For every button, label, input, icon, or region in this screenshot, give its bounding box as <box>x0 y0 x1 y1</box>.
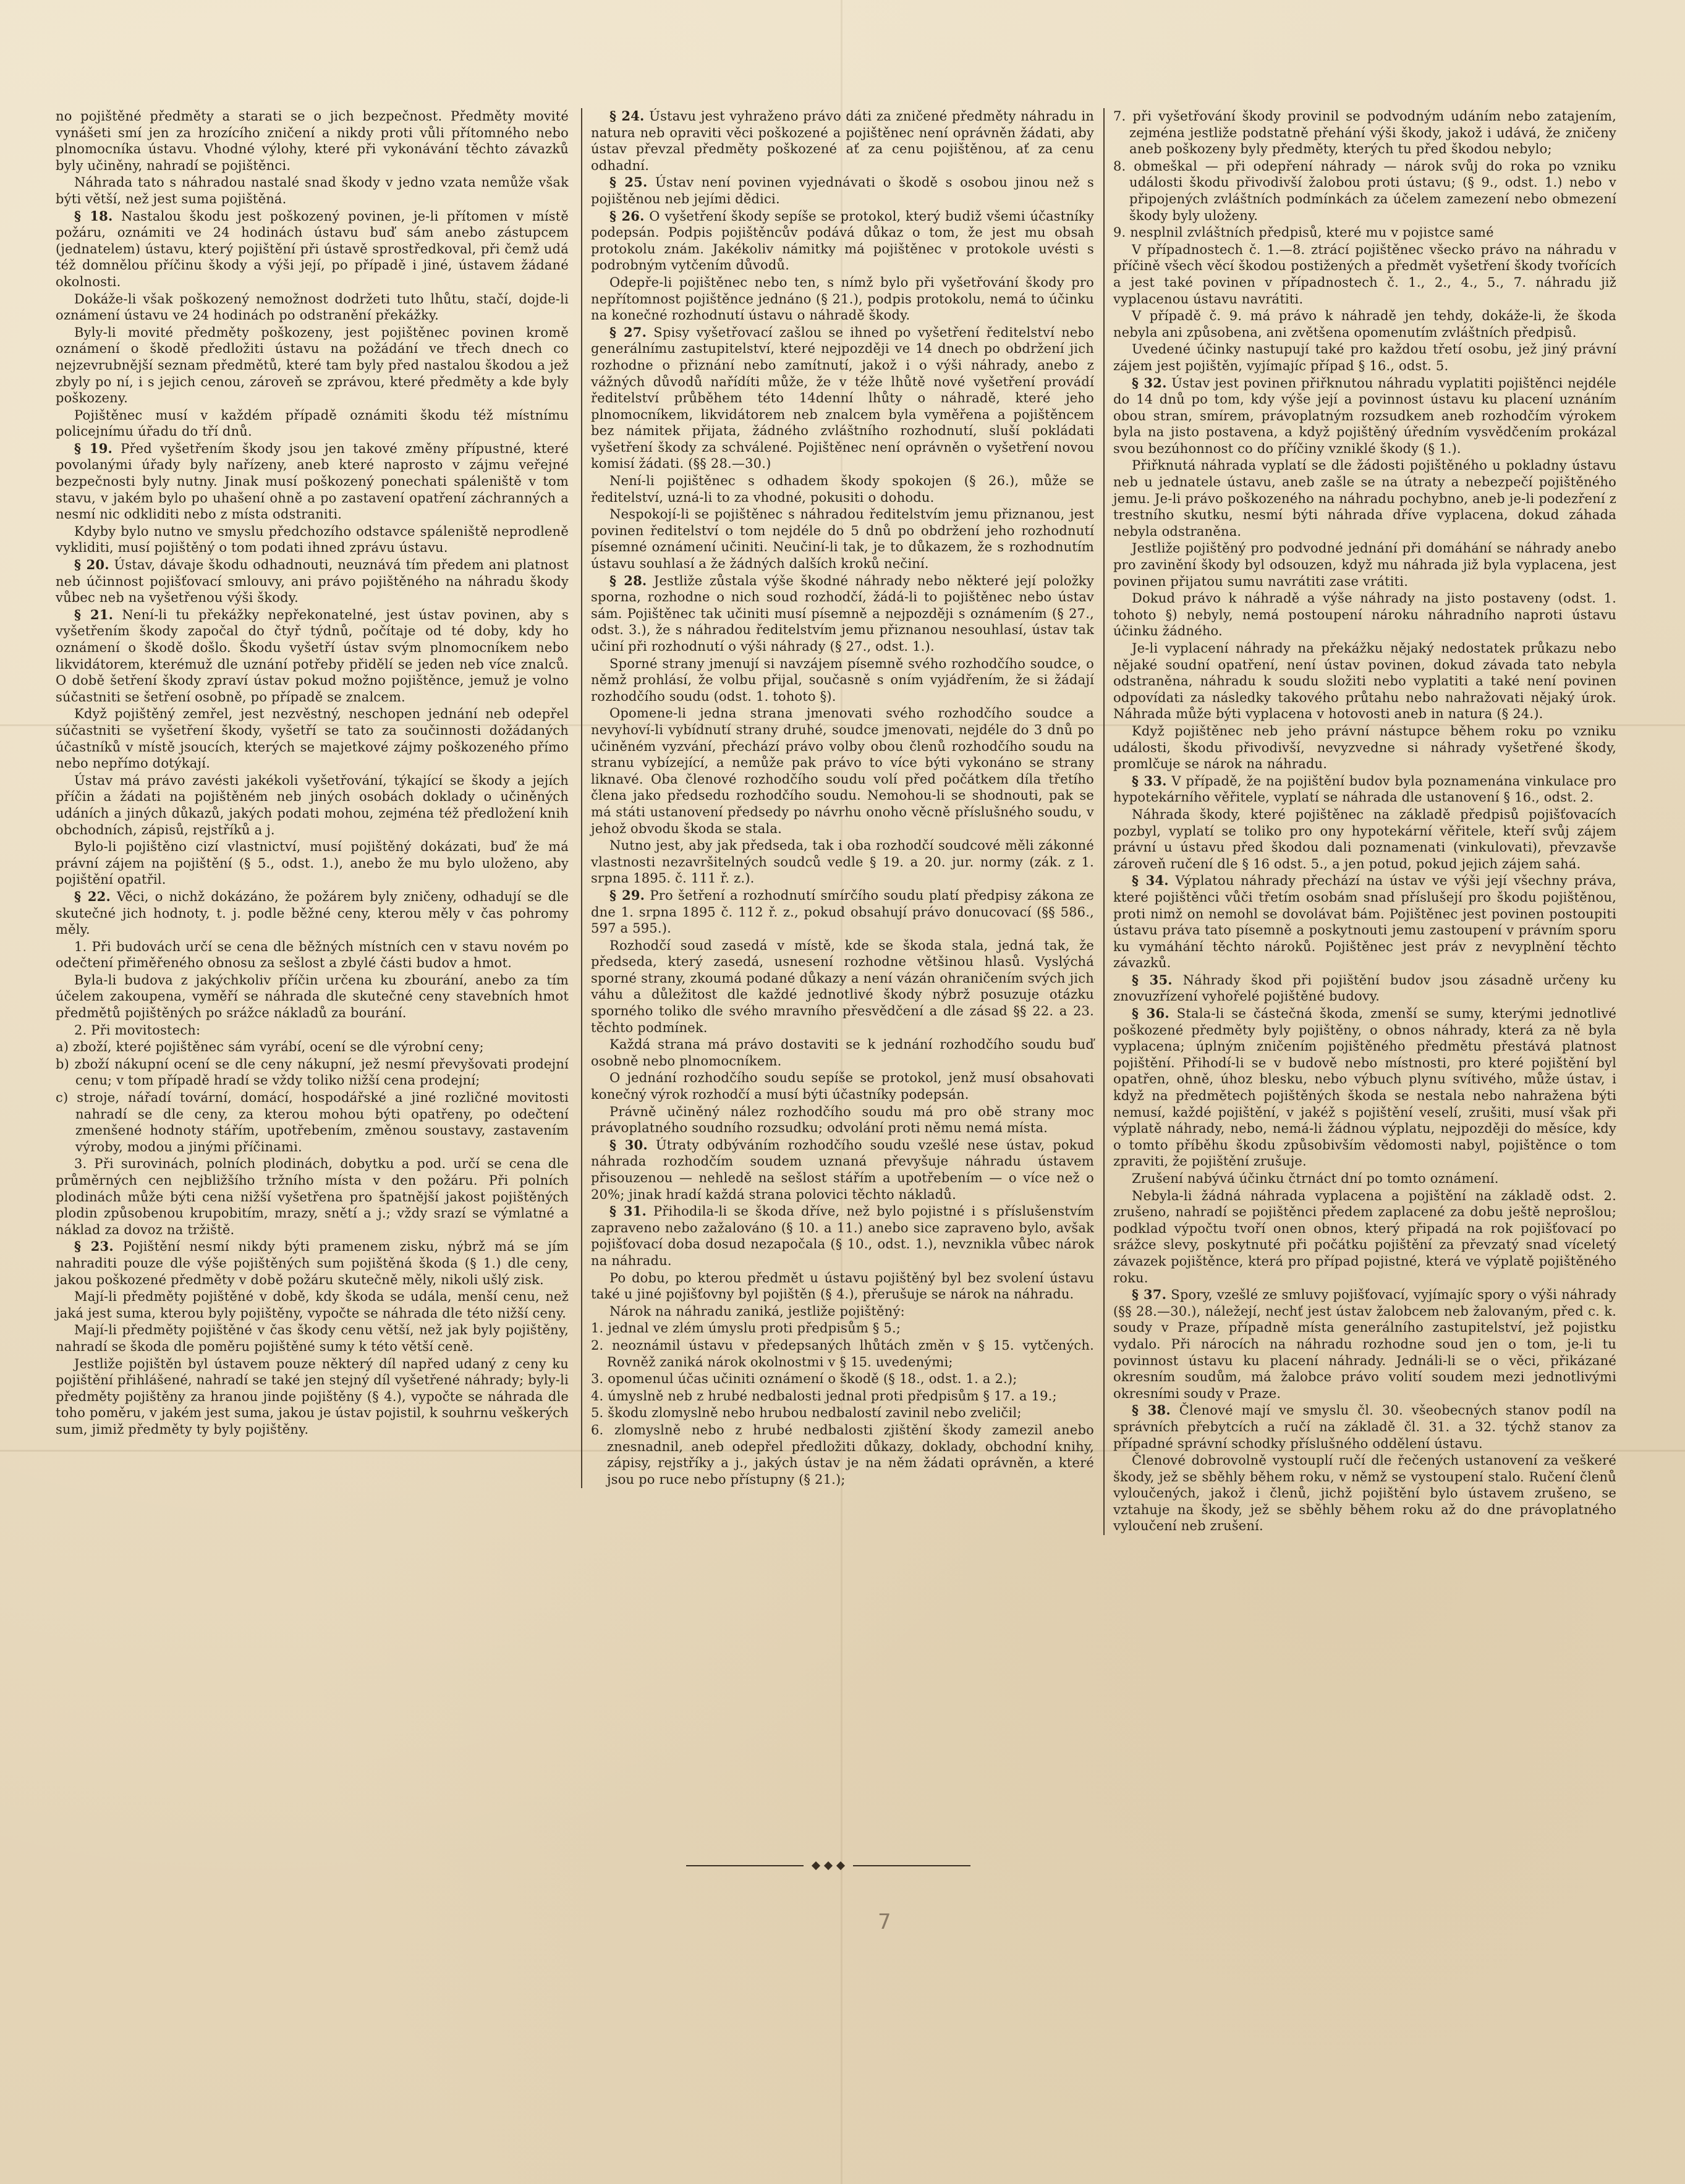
paragraph <box>591 1303 1094 1320</box>
paragraph <box>1113 341 1616 374</box>
section-number: § 18. <box>74 208 113 224</box>
paragraph <box>56 972 569 1022</box>
paragraph <box>56 324 569 407</box>
paragraph <box>591 1405 1094 1421</box>
paragraph-text: Rozhodčí soud zasedá v místě, kde se škoda stala, jedná tak, že předseda, který zasedá, usnesení rozhodne většinou hlasů. Vyslýchá sporné strany, zkoumá podané důkazy a není vázán ohraničením svých jich váhu a důležitost dle každé jednotlivé škody nýbrž posuzuje otázku sporného toliko dle svého mravního přesvědčení a dle zásad §§ 22. a 23. těchto podmínek. <box>591 938 1094 1035</box>
paragraph-text: Pojištění nesmí nikdy býti pramenem zisku, nýbrž má se jím nahraditi pouze dle výše pojištěných sum pojištěná škoda (§ 1.) dle ceny, jakou poškozené předměty v době požáru skutečně měly, nikoli ušlý zisk. <box>56 1239 569 1287</box>
paragraph <box>591 1320 1094 1337</box>
section-number: § 35. <box>1132 971 1173 988</box>
paragraph-text: Dokud právo k náhradě a výše náhrady na jisto postaveny (odst. 1. tohoto §) nebyly, nemá postoupení nároku náhradního naproti ústavu účinku žádného. <box>1113 591 1616 639</box>
text-column-right <box>1103 108 1616 1535</box>
paragraph <box>591 473 1094 506</box>
paragraph <box>591 1104 1094 1136</box>
paragraph-text: Nespokojí-li se pojištěnec s náhradou ředitelstvím jemu přiznanou, jest povinen ředitelství o tom nejdéle do 5 dnů po obdržení jeho rozhodnutí písemné oznámení učiniti. Neučiní-li tak, je to důkazem, že s rozhodnutím ústavu souhlasí a že žádných dalších kroků nečiní. <box>591 507 1094 572</box>
paragraph <box>56 706 569 771</box>
paragraph-text: Není-li pojištěnec s odhadem škody spokojen (§ 26.), může se ředitelství, uzná-li to za vhodné, pokusiti o dohodu. <box>591 473 1094 505</box>
paragraph-text: 2. neoznámil ústavu v předepsaných lhůtách změn v § 15. vytčených. Rovněž zaniká nárok okolnostmi v § 15. uvedenými; <box>591 1337 1094 1369</box>
paragraph-text: Kdyby bylo nutno ve smyslu předchozího odstavce spáleniště neprodleně vykliditi, musí pojištěný o tom podati ihned zprávu ústavu. <box>56 523 569 556</box>
paragraph-text: Ústav má právo zavésti jakékoli vyšetřování, týkající se škody a jejích příčin a žádati na pojištěném neb jiných osobách doklady o učiněných udáních a jiných důkazů, jakých podati mohou, zejména též předložení knih obchodních, zápisů, rejstříků a j. <box>56 772 569 837</box>
paragraph <box>1113 590 1616 640</box>
paragraph-text: c) stroje, nářadí tovární, domácí, hospodářské a jiné rozličné movitosti nahradí se dle ceny, za kterou mohou býti opatřeny, po odečtení zmenšené hodnoty stářím, upotřebením, změnou soustavy, zastavením výroby, modou a jinými příčinami. <box>56 1090 569 1154</box>
paragraph-text: Když pojištěný zemřel, jest nezvěstný, neschopen jednání neb odepřel súčastniti se vyšetření škody, vyšetří se tato za součinnosti dožádaných účastníků v místě jsoucích, kterých se majetkové zájmy poškozeného přímo nebo nepřímo dotýkají. <box>56 706 569 771</box>
paragraph <box>1113 108 1616 158</box>
paragraph-text: Nutno jest, aby jak předseda, tak i oba rozhodčí soudcové měli zákonné vlastnosti nezavršitelných soudců vedle § 19. a 20. jur. normy (zák. z 1. srpna 1895. č. 111 ř. z.). <box>591 838 1094 886</box>
paragraph <box>591 1422 1094 1488</box>
paragraph-text: V případě, že na pojištění budov byla poznamenána vinkulace pro hypotekárního věřitele, vyplatí se náhrada dle ustanovení § 16., odst. 2. <box>1113 773 1617 805</box>
paragraph <box>1113 540 1616 590</box>
section-number: § 24. <box>609 108 645 124</box>
paragraph-text: Jestliže pojištěný pro podvodné jednání při domáhání se náhrady anebo pro zavinění škody byl odsouzen, když mu náhrada již byla vyplacena, jest povinen přijatou sumu navrátiti zase vrátiti. <box>1113 541 1616 589</box>
paragraph-text: b) zboží nákupní ocení se dle ceny nákupní, jež nesmí převyšovati prodejní cenu; v tom případě hradí se vždy toliko nižší cena prodejní; <box>56 1056 569 1088</box>
paragraph <box>56 108 569 174</box>
paragraph <box>1113 242 1616 307</box>
paragraph <box>591 938 1094 1036</box>
paragraph <box>1113 1188 1616 1287</box>
paragraph-text: Spisy vyšetřovací zašlou se ihned po vyšetření ředitelství nebo generálnímu zastupitelství, které nejpozději ve 14 dnech po obdržení jich rozhodne o přiznání nebo zamítnutí, jakož i o výši náhrady, anebo z vážných důvodů nařídíti může, že v téže lhůtě nové vyšetření provádí ředitelství průběhem této 14denní lhůty o náhradě, které jeho plnomocníkem, likvidátorem neb znalcem byla vyměřena a pojištěncem bez námitek přijata, žádného zvláštního rozhodnutí, sluší pokládati vyšetření škody za schválené. Pojištěnec není oprávněn o vyšetření novou komisí žádati. (§§ 28.—30.) <box>591 324 1094 472</box>
paragraph <box>591 274 1094 324</box>
paragraph <box>1113 1170 1616 1187</box>
paragraph <box>1113 457 1616 540</box>
section-paragraph <box>591 174 1094 207</box>
paragraph-text: Pojištěnec musí v každém případě oznámiti škodu též místnímu policejnímu úřadu do tří dnů. <box>56 407 569 439</box>
section-paragraph <box>591 208 1094 274</box>
section-paragraph <box>56 1238 569 1288</box>
paragraph <box>1113 158 1616 224</box>
paragraph <box>56 839 569 888</box>
paragraph <box>56 1156 569 1238</box>
paragraph-text: 1. jednal ve zlém úmyslu proti předpisům § 5.; <box>591 1321 901 1336</box>
paragraph <box>1113 640 1616 722</box>
paragraph-text: O jednání rozhodčího soudu sepíše se protokol, jenž musí obsahovati konečný výrok rozhodčí a musí býti účastníky podepsán. <box>591 1070 1094 1103</box>
paragraph-text: Dokáže-li však poškozený nemožnost dodržeti tuto lhůtu, stačí, dojde-li oznámení ústavu ve 24 hodinách po odstranění překážky. <box>56 291 569 323</box>
paragraph <box>56 1022 569 1039</box>
paragraph-text: Náhrady škod při pojištění budov jsou zásadně určeny ku znovuzřízení vyhořelé pojištěné budovy. <box>1113 972 1617 1004</box>
paragraph-text: Právně učiněný nález rozhodčího soudu má pro obě strany moc právoplatného soudního rozsudku; odvolání proti němu nemá místa. <box>591 1104 1094 1136</box>
section-number: § 36. <box>1132 1005 1169 1022</box>
paragraph <box>591 705 1094 837</box>
section-number: § 37. <box>1132 1287 1167 1303</box>
paragraph-text: Bylo-li pojištěno cizí vlastnictví, musí pojištěný dokázati, buď že má právní zájem na pojištění (§ 5., odst. 1.), anebo že mu bylo uloženo, aby pojištění opatřil. <box>56 839 569 887</box>
paragraph-text: Členové dobrovolně vystouplí ručí dle řečených ustanovení za veškeré škody, jež se sběhly během roku, v němž se vystoupení stalo. Ručení členů vyloučených, jakož i členů, jichž pojištění bylo ústavem zrušeno, se vztahuje na škody, jež se sběhly během roku až do dne právoplatného vyloučení neb zrušení. <box>1113 1453 1616 1534</box>
paragraph <box>56 939 569 971</box>
paragraph-text: Stala-li se částečná škoda, zmenší se sumy, kterými jednotlivé poškozené předměty byly pojištěny, o obnos náhrady, která za ně byla vyplacena; úplným zničením pojištěného předmětu přestává platnost pojištění. Přihodí-li se v budově nebo místnosti, pro které pojištění byl opatřen, ohně, úhoz blesku, nebo výbuch plynu svítivého, může ústav, i když na předmětech pojištěných škoda se nestala nebo nahražena býti nemusí, každé pojištění, v jakéž s pojištění veselí, zrušiti, musí však při výplatě náhrady, nebo, nemá-li žádnou výplatu, nejpozději do měsíce, kdy o tomto příběhu škodu způsobivším vědomosti nabyl, pojištěnce o tom zpraviti, že pojištění zrušuje. <box>1113 1006 1617 1169</box>
paragraph <box>56 1090 569 1155</box>
paragraph <box>56 174 569 207</box>
paragraph-text: Byla-li budova z jakýchkoliv příčin určena ku zbourání, anebo za tím účelem zakoupena, vyměří se náhrada dle skutečné ceny stavebních hmot předmětů pojištěných po srážce nákladů za bourání. <box>56 972 569 1021</box>
paragraph-text: 4. úmyslně neb z hrubé nedbalosti jednal proti předpisům § 17. a 19.; <box>591 1388 1057 1403</box>
section-number: § 33. <box>1132 772 1167 789</box>
section-number: § 29. <box>609 887 645 903</box>
section-number: § 21. <box>74 606 114 622</box>
paragraph-text: 3. opomenul účas učiniti oznámení o škodě (§ 18., odst. 1. a 2.); <box>591 1371 1017 1387</box>
section-paragraph <box>1113 873 1616 971</box>
paragraph-text: Každá strana má právo dostaviti se k jednání rozhodčího soudu buď osobně nebo plnomocníkem. <box>591 1037 1094 1069</box>
paragraph <box>591 837 1094 887</box>
paragraph-text: Nárok na náhradu zaniká, jestliže pojištěný: <box>609 1303 905 1319</box>
paragraph <box>591 656 1094 705</box>
paragraph-text: Náhrada tato s náhradou nastalé snad škody v jedno vzata nemůže však býti větší, než jest suma pojištěná. <box>56 175 569 206</box>
paragraph-text: Odepře-li pojištěnec nebo ten, s nímž bylo při vyšetřování škody pro nepřítomnost pojištěnce jednáno (§ 21.), podpis protokolu, nemá to účinku na konečné rozhodnutí ústavu o náhradě škody. <box>591 274 1094 323</box>
pencil-page-mark: 7 <box>878 1910 891 1934</box>
paragraph <box>1113 1452 1616 1534</box>
paragraph <box>591 1036 1094 1069</box>
paragraph-text: O vyšetření škody sepíše se protokol, který budiž všemi účastníky podepsán. Podpis pojištěncův podává důkaz o tom, že jest mu obsah protokolu znám. Jakékoliv námitky má pojištěnec v protokole uvésti s podrobným vytčením důvodů. <box>591 208 1094 273</box>
section-paragraph <box>1113 1402 1616 1452</box>
paragraph-text: Po dobu, po kterou předmět u ústavu pojištěný byl bez svolení ústavu také u jiné pojišťovny byl pojištěn (§ 4.), přerušuje se nárok na náhradu. <box>591 1270 1094 1302</box>
paragraph-text: Ústav, dávaje škodu odhadnouti, neuznává tím předem ani platnost neb účinnost pojišťovací smlouvy, ani právo pojištěného na náhradu škody vůbec neb na vyšetřenou výši škody. <box>56 557 569 606</box>
section-number: § 25. <box>609 174 648 190</box>
paragraph-text: Mají-li předměty pojištěné v čas škody cenu větší, než jak byly pojištěny, nahradí se škoda dle poměru pojištěné sumy k této větší ceně. <box>56 1323 569 1354</box>
paragraph-text: Jestliže pojištěn byl ústavem pouze některý díl napřed udaný z ceny ku pojištění přihlášené, nahradí se také jen stejný díl vyšetřené náhrady; byly-li předměty pojištěny za hranou jinde pojištěny (§ 4.), vypočte se náhrada dle toho poměru, v jakém jest suma, jakou je ústav pojistil, k souhrnu veškerých sum, jimiž předměty ty byly pojištěny. <box>56 1356 569 1437</box>
paragraph <box>591 1388 1094 1405</box>
paragraph-text: Sporné strany jmenují si navzájem písemně svého rozhodčího soudce, o němž prohlásí, že volbu přijal, současně s oním vyjádřením, že si žádají rozhodčího soudu (odst. 1. tohoto §). <box>591 656 1094 704</box>
section-paragraph <box>1113 1005 1616 1170</box>
section-number: § 20. <box>74 557 109 573</box>
section-paragraph <box>56 557 569 606</box>
closing-ornament-rule <box>686 1861 970 1870</box>
paragraph-text: Jestliže zůstala výše škodné náhrady nebo některé její položky sporna, rozhodne o nich soud rozhodčí, žádá-li to pojištěnec nebo ústav sám. Pojištěnec tak učiniti musí písemně a nejpozději s oznámením (§ 27., odst. 3.), že s náhradou ředitelstvím jemu přiznanou nesouhlasí, ústav tak učiní při rozhodnutí o výši náhrady (§ 27., odst. 1.). <box>591 573 1094 654</box>
paragraph <box>591 1270 1094 1303</box>
paragraph <box>591 1070 1094 1103</box>
section-paragraph <box>591 324 1094 472</box>
text-column-left <box>56 108 569 1439</box>
paragraph <box>1113 308 1616 341</box>
text-column-middle <box>581 108 1094 1488</box>
paragraph <box>56 1039 569 1056</box>
paragraph <box>591 1371 1094 1387</box>
paragraph <box>56 1289 569 1321</box>
paragraph-text: 8. obmeškal — při odepření náhrady — nárok svůj do roka po vzniku události škodu přivodivší žalobou proti ústavu; (§ 9., odst. 1.) nebo v připojených zvláštních podmínkách za účelem zamezení nebo obmezení škody byly uloženy. <box>1113 158 1616 223</box>
paragraph <box>1113 806 1616 872</box>
paragraph <box>56 291 569 324</box>
paragraph <box>56 772 569 838</box>
section-paragraph <box>1113 972 1616 1005</box>
paragraph-text: Věci, o nichž dokázáno, že požárem byly zničeny, odhadují se dle skutečné jich hodnoty, t. j. podle běžné ceny, kterou měly v čas pohromy měly. <box>56 889 569 938</box>
paragraph-text: Členové mají ve smyslu čl. 30. všeobecných stanov podíl na správních přebytcích a ručí na základě čl. 31. a 32. týchž stanov za případné správní schodky příslušného oddělení ústavu. <box>1113 1403 1617 1451</box>
section-paragraph <box>591 887 1094 937</box>
paragraph-text: 1. Při budovách určí se cena dle běžných místních cen v stavu novém po odečtení přiměřeného obnosu za sešlost a zbylé části budov a hmot. <box>56 939 569 971</box>
paragraph-text: 7. při vyšetřování škody provinil se podvodným udáním nebo zatajením, zejména jestliže podstatně přehání výši škody, jakož i udává, že zničeny aneb poškozeny byly předměty, kterých tu před škodou nebylo; <box>1113 109 1616 157</box>
paragraph-text: Zrušení nabývá účinku čtrnáct dní po tomto oznámení. <box>1132 1171 1499 1186</box>
section-number: § 28. <box>609 572 647 588</box>
section-paragraph <box>56 889 569 938</box>
paragraph-text: 3. Při surovinách, polních plodinách, dobytku a pod. určí se cena dle průměrných cen nejbližšího tržního místa v den požáru. Při polních plodinách může býti cena nižší vyšetřena pro špatnější jakost pojištěných plodin způsobenou krupobitím, mrazy, snětí a j.; vždy srazí se výmlatné a náklad za dovoz na tržiště. <box>56 1156 569 1237</box>
paragraph-text: Nastalou škodu jest poškozený povinen, je-li přítomen v místě požáru, oznámiti ve 24 hodinách ústavu buď sám anebo zástupcem (jednatelem) ústavu, který pojištění při ústavě sprostředkoval, při čemž udá též domnělou příčinu škody a výši její, po případě i jiné, ústavem žádané okolnosti. <box>56 208 569 289</box>
section-number: § 32. <box>1132 375 1167 391</box>
section-number: § 38. <box>1132 1402 1171 1418</box>
paragraph <box>591 1337 1094 1370</box>
section-paragraph <box>591 1203 1094 1269</box>
paragraph-text: Nebyla-li žádná náhrada vyplacena a pojištění na základě odst. 2. zrušeno, nahradí se pojištěnci předem zaplacené za dobu ještě neprošlou; podklad výpočtu tvoří onen obnos, který připadá na rok pojišťovací po srážce slevy, poskytnuté při počátku pojištění za převzatý snad víceletý závazek pojištěnce, která pro případ pojistné, která ve výplatě pojištěného roku. <box>1113 1188 1616 1285</box>
paragraph <box>1113 224 1616 241</box>
paragraph-text: Výplatou náhrady přechází na ústav ve výši její všechny práva, které pojištěnci vůči třetím osobám snad příslušejí pro škodu pojištěnou, proti nimž on nemohl se dovolávat bám. Pojištěnec jest povinen postoupiti ústavu práva tato písemně a poskytnouti jemu zastoupení v právním sporu ku vymáhání těchto nároků. Pojištěnec jest práv z nevyplnění těchto závazků. <box>1113 873 1616 971</box>
section-number: § 26. <box>609 208 645 224</box>
section-paragraph <box>1113 1287 1616 1402</box>
paragraph-text: Když pojištěnec neb jeho právní nástupce během roku po vzniku události, škodu přivodivší, nevyzvedne si náhrady vyšetřené škody, promlčuje se nárok na náhradu. <box>1113 723 1616 772</box>
paragraph-text: Spory, vzešlé ze smluvy pojišťovací, vyjímajíc spory o výši náhrady (§§ 28.—30.), náležejí, nechť jest ústav žalobcem neb žalovaným, před c. k. soudy v Praze, případně místa generálního zastupitelství, jež pojistku vydalo. Při nárocích na náhradu rozhodne soud jen o tom, je-li tu povinnost ústavu ku placení náhrady. Jednáli-li se o věci, přikázané okresním soudům, má žalobce právo volití soudem mezi jednotlivými okresními soudy v Praze. <box>1113 1287 1616 1401</box>
section-number: § 19. <box>74 440 113 456</box>
section-number: § 34. <box>1132 873 1169 889</box>
paragraph-text: Mají-li předměty pojištěné v době, kdy škoda se udála, menší cenu, než jaká jest suma, kterou byly pojištěny, vypočte se náhrada dle této nižší ceny. <box>56 1289 569 1321</box>
paragraph-text: Náhrada škody, které pojištěnec na základě předpisů pojišťovacích pozbyl, vyplatí se toliko pro ony hypotekární věřitele, kteří svůj zájem právní u ústavu před škodou dali poznamenati (vinkulovati), převzavše zároveň ručení dle § 16 odst. 5., a jen potud, pokud jejich zájem sahá. <box>1113 806 1616 871</box>
section-paragraph <box>591 1137 1094 1203</box>
paragraph-text: Ústav není povinen vyjednávati o škodě s osobou jinou než s pojištěnou neb jejími dědici. <box>591 175 1094 206</box>
paragraph-text: 6. zlomyslně nebo z hrubé nedbalosti zjištění škody zamezil anebo znesnadnil, aneb odepřel předložiti důkazy, doklady, obchodní knihy, zápisy, rejstříky a j., jakých ústav je na něm žádati oprávněn, a které jsou po ruce nebo přístupny (§ 21.); <box>591 1422 1094 1487</box>
paragraph <box>1113 723 1616 772</box>
paragraph-text: V případnostech č. 1.—8. ztrácí pojištěnec všecko právo na náhradu v příčině všech věcí škodou postižených a předmět vyšetření škody tvořících a jest také povinen v případnostech č. 1., 2., 4., 5., 7. náhradu již vyplacenou ústavu navrátiti. <box>1113 242 1616 307</box>
section-paragraph <box>56 607 569 706</box>
paragraph-text: Útraty odbýváním rozhodčího soudu vzešlé nese ústav, pokud náhrada rozhodčím soudem uznaná převyšuje náhradu ústavem přisouzenou — nehledě na sešlost stářím a upotřebením — o více než o 20%; jinak hradí každá strana polovici těchto nákladů. <box>591 1137 1095 1202</box>
section-number: § 30. <box>609 1136 648 1153</box>
paragraph-text: Ústavu jest vyhraženo právo dáti za zničené předměty náhradu in natura neb opraviti věci poškozené a pojištěnec není oprávněn žádati, aby ústav převzal předměty poškozené ať za cenu pojištěnou, ať za cenu odhadní. <box>591 109 1094 173</box>
paragraph <box>56 1056 569 1089</box>
paragraph <box>56 523 569 556</box>
paragraph-text: Opomene-li jedna strana jmenovati svého rozhodčího soudce a nevyhoví-li vybídnutí strany druhé, soudce jmenovati, nejdéle do 3 dnů po učiněném vyzvání, přechází právo volby obou členů rozhodčího soudu na stranu vybízející, a nemůže pak právo to více býti vykonáno se strany liknavé. Oba členové rozhodčího soudu volí před počátkem díla třetího člena jako předsedu rozhodčího soudu. Nemohou-li se shodnouti, pak se má státi ustanovení předsedy po návrhu onoho věcně příslušného soudu, v jehož obvodu škoda se stala. <box>591 706 1094 836</box>
section-number: § 27. <box>609 324 647 340</box>
paragraph-text: a) zboží, které pojištěnec sám vyrábí, ocení se dle výrobní ceny; <box>56 1039 484 1055</box>
section-number: § 23. <box>74 1238 114 1255</box>
paragraph-text: Před vyšetřením škody jsou jen takové změny přípustné, které povolanými úřady byly nařízeny, aneb které naprosto v zájmu veřejné bezpečnosti byly nutny. Jinak musí poškozený ponechati spáleniště v tom stavu, v jakém bylo po uhašení ohně a po zastavení opatření záchranných a nesmí nic odkliditi nebo z místa odstraniti. <box>56 441 569 522</box>
section-number: § 31. <box>609 1203 647 1219</box>
paragraph-text: Není-li tu překážky nepřekonatelné, jest ústav povinen, aby s vyšetřením škody započal do čtyř týdnů, počítaje od té doby, kdy ho oznámení o škodě došlo. Škodu vyšetří ústav svým plnomocníkem nebo likvidátorem, kterémuž dle uznání potřeby přidělí se jeden neb více znalců. O době šetření škody zpraví ústav pokud možno pojištěnce, jemuž je volno súčastniti se šetření osobně, po případě se znalcem. <box>56 607 569 705</box>
paragraph-text: Pro šetření a rozhodnutí smírčího soudu platí předpisy zákona ze dne 1. srpna 1895 č. 112 ř. z., pokud obsahují právo donucovací (§§ 586., 597 a 595.). <box>591 887 1094 936</box>
section-paragraph <box>1113 375 1616 457</box>
paragraph-text: Byly-li movité předměty poškozeny, jest pojištěnec povinen kromě oznámení o škodě předložiti ústavu na požádání ve třech dnech co nejzevrubnější seznam předmětů, které tam byly před nastalou škodou a jež zbyly po ní, i s jejich cenou, zároveň se zprávou, které předměty a kde byly poškozeny. <box>56 324 569 406</box>
section-paragraph <box>56 441 569 523</box>
paragraph-text: Uvedené účinky nastupují také pro každou třetí osobu, jež jiný právní zájem jest pojištěn, vyjímajíc případ § 16., odst. 5. <box>1113 342 1616 373</box>
section-paragraph <box>56 208 569 290</box>
paragraph-text: 9. nesplnil zvláštních předpisů, které mu v pojistce samé <box>1113 225 1494 240</box>
section-paragraph <box>591 108 1094 174</box>
paragraph-text: 2. Při movitostech: <box>74 1022 201 1038</box>
paragraph-text: Ústav jest povinen přiřknutou náhradu vyplatiti pojištěnci nejdéle do 14 dnů po tom, kdy výše její a povinnost ústavu ku placení uznáním obou stran, smírem, právoplatným rozsudkem aneb rozhodčím výrokem byla na jisto postavena, a když pojištěný úředním vysvědčením prokázal svou bezúhonnost co do příčiny vzniklé škody (§ 1.). <box>1113 375 1616 456</box>
paragraph <box>56 407 569 440</box>
paragraph <box>591 506 1094 572</box>
paragraph <box>56 1322 569 1355</box>
paragraph-text: Přihodila-li se škoda dříve, než bylo pojistné i s příslušenstvím zapraveno nebo zažalováno (§ 10. a 11.) anebo sice zapraveno bylo, avšak pojišťovací doba dosud nezapočala (§ 10., odst. 1.), nevznikla vůbec nárok na náhradu. <box>591 1204 1095 1268</box>
paragraph-text: no pojištěné předměty a starati se o jich bezpečnost. Předměty movité vynášeti smí jen za hrozícího zničení a nikdy proti vůli přítomného nebo plnomocníka ústavu. Vhodné výlohy, které při vykonávání těchto závazků byly učiněny, nahradí se pojištěnci. <box>56 109 569 173</box>
paragraph-text: V případě č. 9. má právo k náhradě jen tehdy, dokáže-li, že škoda nebyla ani způsobena, ani zvětšena opomenutím zvláštních předpisů. <box>1113 308 1616 340</box>
paragraph-text: 5. škodu zlomyslně nebo hrubou nedbalostí zavinil nebo zveličil; <box>591 1405 1022 1421</box>
paragraph-text: Je-li vyplacení náhrady na překážku nějaký nedostatek průkazu nebo nějaké soudní opatření, není ústav povinen, dokud závada tato nebyla odstraněna, náhradu k soudu složiti nebo vyplatiti a také není povinen odpovídati za následky takového průtahu nebo nahražovati nějaký úrok. Náhrada může býti vyplacena v hotovosti aneb in natura (§ 24.). <box>1113 641 1616 722</box>
section-paragraph <box>591 573 1094 655</box>
section-number: § 22. <box>74 888 111 904</box>
section-paragraph <box>1113 773 1616 806</box>
paragraph-text: Přiřknutá náhrada vyplatí se dle žádosti pojištěného u pokladny ústavu neb u jednatele ústavu, aneb zašle se na útraty a nebezpečí pojištěného jemu. Je-li právo poškozeného na náhradu pochybno, aneb je-li podezření z trestního skutku, nesmí býti náhrada dříve vyplacena, dokud záhada nebyla odstraněna. <box>1113 458 1616 539</box>
paragraph <box>56 1356 569 1438</box>
